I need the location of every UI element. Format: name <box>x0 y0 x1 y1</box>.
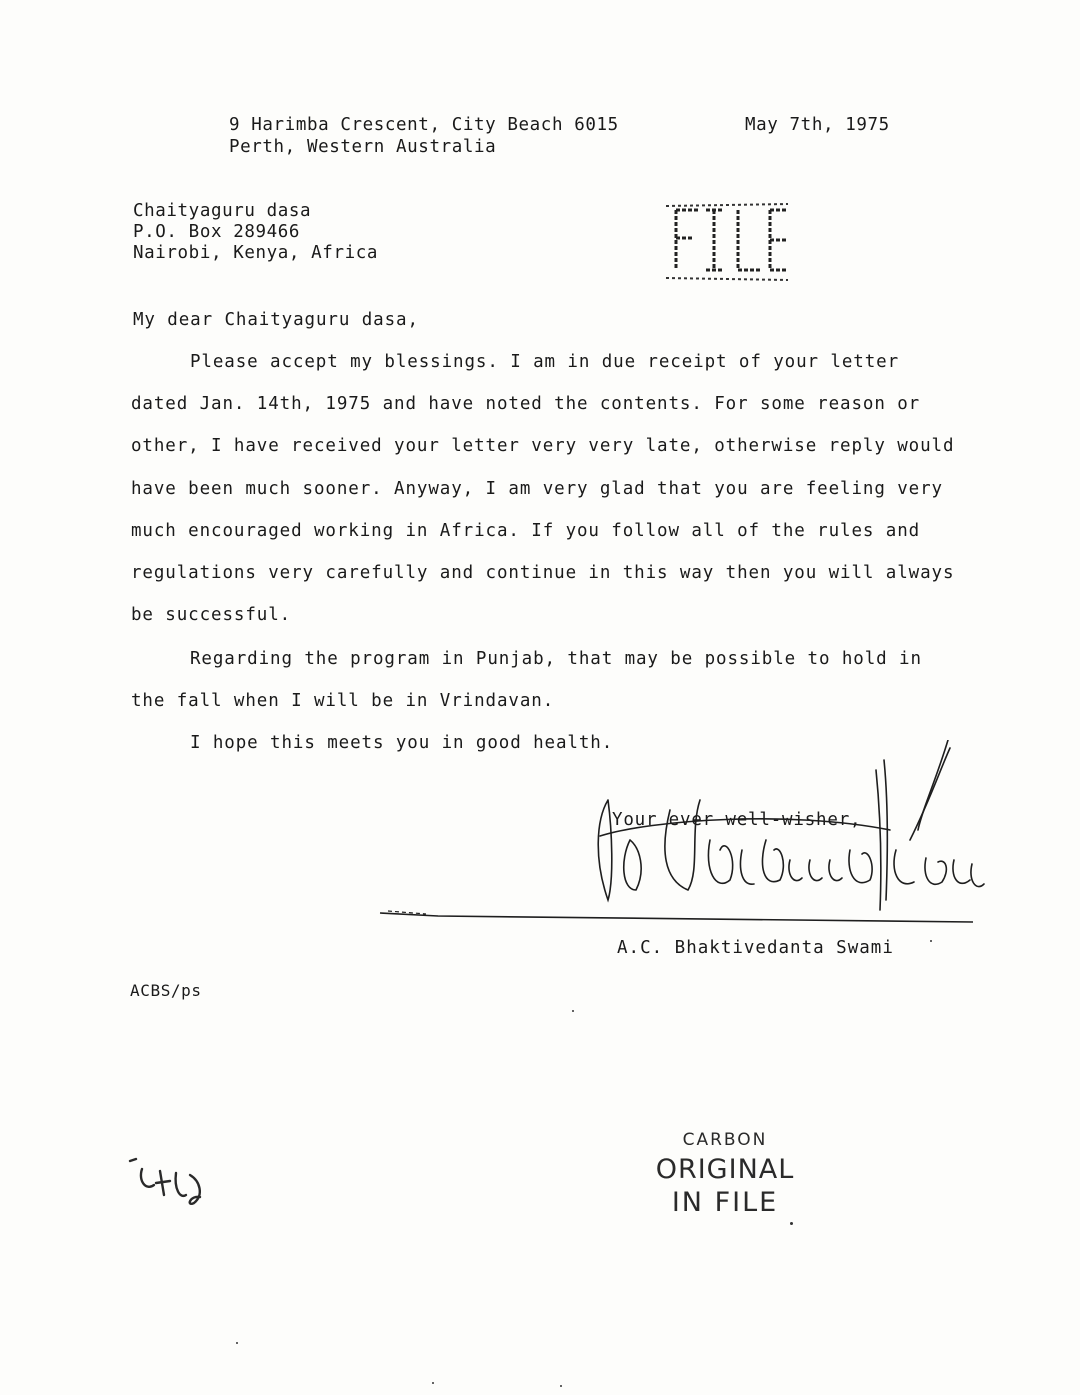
recipient-name: Chaityaguru dasa <box>133 201 312 221</box>
salutation: My dear Chaityaguru dasa, <box>133 310 419 330</box>
signature-line <box>378 908 973 924</box>
letter-date: May 7th, 1975 <box>745 115 890 135</box>
body-line: be successful. <box>131 605 292 625</box>
closing: Your ever well-wisher, <box>612 810 862 830</box>
body-line: other, I have received your letter very very late, otherwise reply would <box>131 436 955 456</box>
body-line: regulations very carefully and continue in this way then you will always <box>131 563 955 583</box>
sender-address-line1: 9 Harimba Crescent, City Beach 6015 <box>229 115 619 135</box>
file-stamp-graphic <box>662 200 792 284</box>
scan-speck <box>572 1010 574 1012</box>
scan-speck <box>560 1385 562 1387</box>
scan-speck <box>930 940 932 942</box>
body-line: dated Jan. 14th, 1975 and have noted the contents. For some reason or <box>131 394 921 414</box>
recipient-box: P.O. Box 289466 <box>133 222 301 242</box>
handwritten-signature <box>370 740 990 930</box>
scan-speck <box>432 1382 434 1384</box>
recipient-city: Nairobi, Kenya, Africa <box>133 243 378 263</box>
scan-speck <box>790 1222 793 1225</box>
signatory-name: A.C. Bhaktivedanta Swami <box>617 938 894 958</box>
body-line: have been much sooner. Anyway, I am very glad that you are feeling very <box>131 479 943 499</box>
carbon-stamp-line1: CARBON <box>682 1130 768 1150</box>
carbon-stamp-line3: IN FILE <box>671 1187 779 1218</box>
carbon-stamp-line2: ORIGINAL <box>655 1154 795 1185</box>
typist-initials: ACBS/ps <box>130 981 202 1000</box>
body-line: Please accept my blessings. I am in due receipt of your letter <box>190 352 900 372</box>
carbon-original-stamp <box>650 1130 800 1218</box>
body-line: Regarding the program in Punjab, that may be possible to hold in <box>190 649 922 669</box>
scan-speck <box>236 1342 238 1344</box>
body-line: I hope this meets you in good health. <box>190 733 614 753</box>
handwritten-mark <box>120 1155 220 1215</box>
body-line: the fall when I will be in Vrindavan. <box>131 691 555 711</box>
body-line: much encouraged working in Africa. If you follow all of the rules and <box>131 521 921 541</box>
file-stamp <box>662 200 792 284</box>
sender-address-line2: Perth, Western Australia <box>229 137 497 157</box>
